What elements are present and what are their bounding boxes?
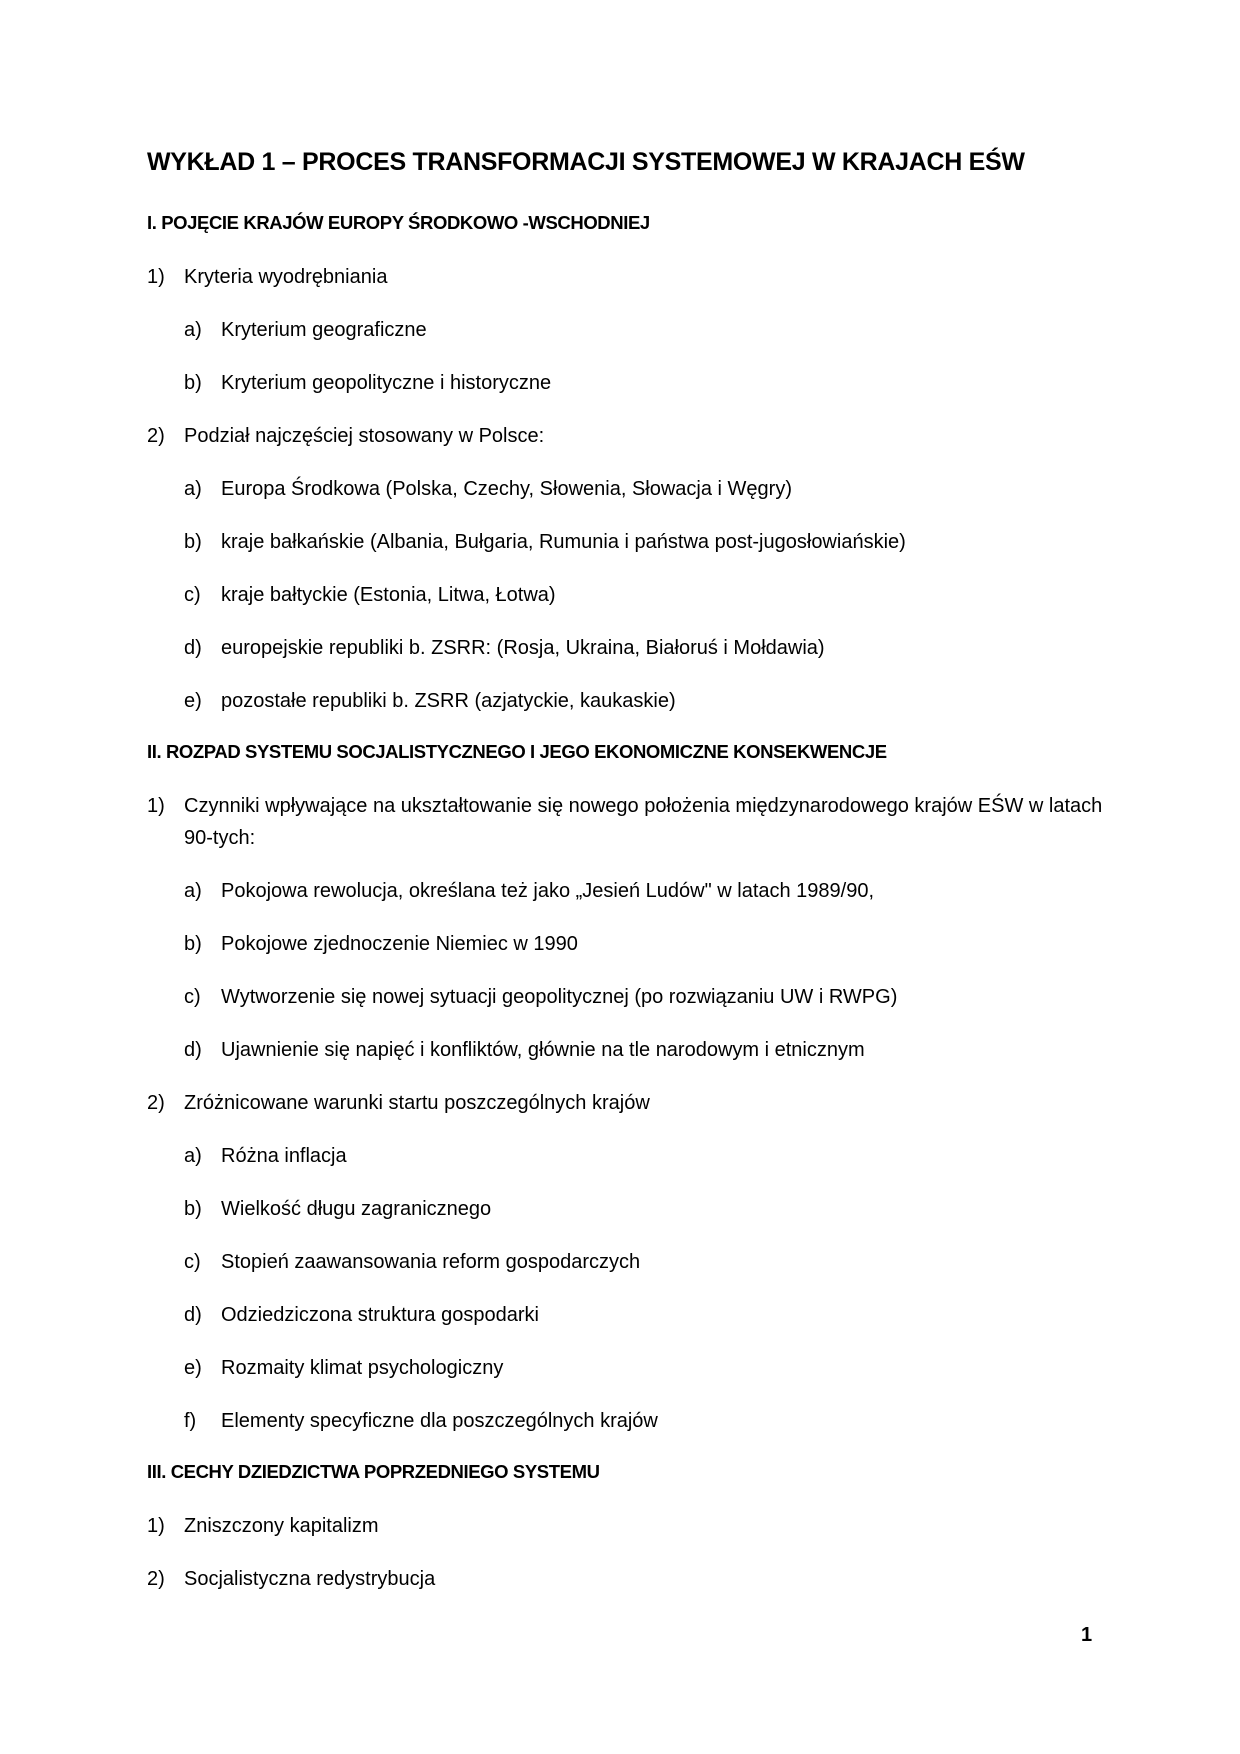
list-text: Pokojowa rewolucja, określana też jako „Jesień Ludów" w latach 1989/90, xyxy=(221,880,875,902)
list-number: c) xyxy=(184,584,201,606)
list-text: Wielkość długu zagranicznego xyxy=(221,1198,492,1220)
list-text: Odziedziczona struktura gospodarki xyxy=(221,1304,539,1326)
list-text: Zróżnicowane warunki startu poszczególnych krajów xyxy=(184,1092,650,1114)
list-text: Kryterium geopolityczne i historyczne xyxy=(221,372,552,394)
section-heading-2: II. ROZPAD SYSTEMU SOCJALISTYCZNEGO I JEGO EKONOMICZNE KONSEKWENCJE xyxy=(147,741,887,762)
list-number: 1) xyxy=(147,266,165,288)
list-text: europejskie republiki b. ZSRR: (Rosja, Ukraina, Białoruś i Mołdawia) xyxy=(221,637,825,659)
list-text: Europa Środkowa (Polska, Czechy, Słowenia, Słowacja i Węgry) xyxy=(221,478,792,500)
list-number: a) xyxy=(184,319,202,341)
section-heading-1: I. POJĘCIE KRAJÓW EUROPY ŚRODKOWO -WSCHODNIEJ xyxy=(147,212,650,233)
list-number: d) xyxy=(184,1039,202,1061)
list-text: Zniszczony kapitalizm xyxy=(184,1515,379,1537)
list-number: 1) xyxy=(147,1515,165,1537)
list-text: kraje bałtyckie (Estonia, Litwa, Łotwa) xyxy=(221,584,556,606)
list-number: 2) xyxy=(147,1092,165,1114)
list-text: Pokojowe zjednoczenie Niemiec w 1990 xyxy=(221,933,578,955)
list-text: Wytworzenie się nowej sytuacji geopolitycznej (po rozwiązaniu UW i RWPG) xyxy=(221,986,898,1008)
document-title: WYKŁAD 1 – PROCES TRANSFORMACJI SYSTEMOWEJ W KRAJACH EŚW xyxy=(147,148,1025,176)
list-number: b) xyxy=(184,372,202,394)
list-number: d) xyxy=(184,637,202,659)
list-text: Ujawnienie się napięć i konfliktów, głównie na tle narodowym i etnicznym xyxy=(221,1039,865,1061)
list-text: Kryterium geograficzne xyxy=(221,319,427,341)
list-number: b) xyxy=(184,1198,202,1220)
list-text: Elementy specyficzne dla poszczególnych krajów xyxy=(221,1410,658,1432)
list-number: a) xyxy=(184,880,202,902)
list-number: c) xyxy=(184,1251,201,1273)
list-number: f) xyxy=(184,1410,197,1432)
list-text: kraje bałkańskie (Albania, Bułgaria, Rumunia i państwa post-jugosłowiańskie) xyxy=(221,531,906,553)
list-text: Kryteria wyodrębniania xyxy=(184,266,388,288)
list-text: Podział najczęściej stosowany w Polsce: xyxy=(184,425,545,447)
list-text: Socjalistyczna redystrybucja xyxy=(184,1568,436,1590)
list-number: b) xyxy=(184,933,202,955)
page-number: 1 xyxy=(1081,1624,1093,1646)
list-number: a) xyxy=(184,478,202,500)
list-number: 2) xyxy=(147,425,165,447)
list-text: Czynniki wpływające na ukształtowanie się nowego położenia międzynarodowego krajów EŚW w latach 90-tych: xyxy=(184,795,1103,849)
list-number: e) xyxy=(184,690,202,712)
list-number: e) xyxy=(184,1357,202,1379)
list-text: Różna inflacja xyxy=(221,1145,347,1167)
list-number: b) xyxy=(184,531,202,553)
list-number: a) xyxy=(184,1145,202,1167)
list-text: Rozmaity klimat psychologiczny xyxy=(221,1357,504,1379)
list-number: d) xyxy=(184,1304,202,1326)
list-number: c) xyxy=(184,986,201,1008)
list-text: pozostałe republiki b. ZSRR (azjatyckie, kaukaskie) xyxy=(221,690,676,712)
section-heading-3: III. CECHY DZIEDZICTWA POPRZEDNIEGO SYSTEMU xyxy=(147,1461,600,1482)
list-number: 2) xyxy=(147,1568,165,1590)
list-number: 1) xyxy=(147,795,165,817)
list-text: Stopień zaawansowania reform gospodarczych xyxy=(221,1251,641,1273)
